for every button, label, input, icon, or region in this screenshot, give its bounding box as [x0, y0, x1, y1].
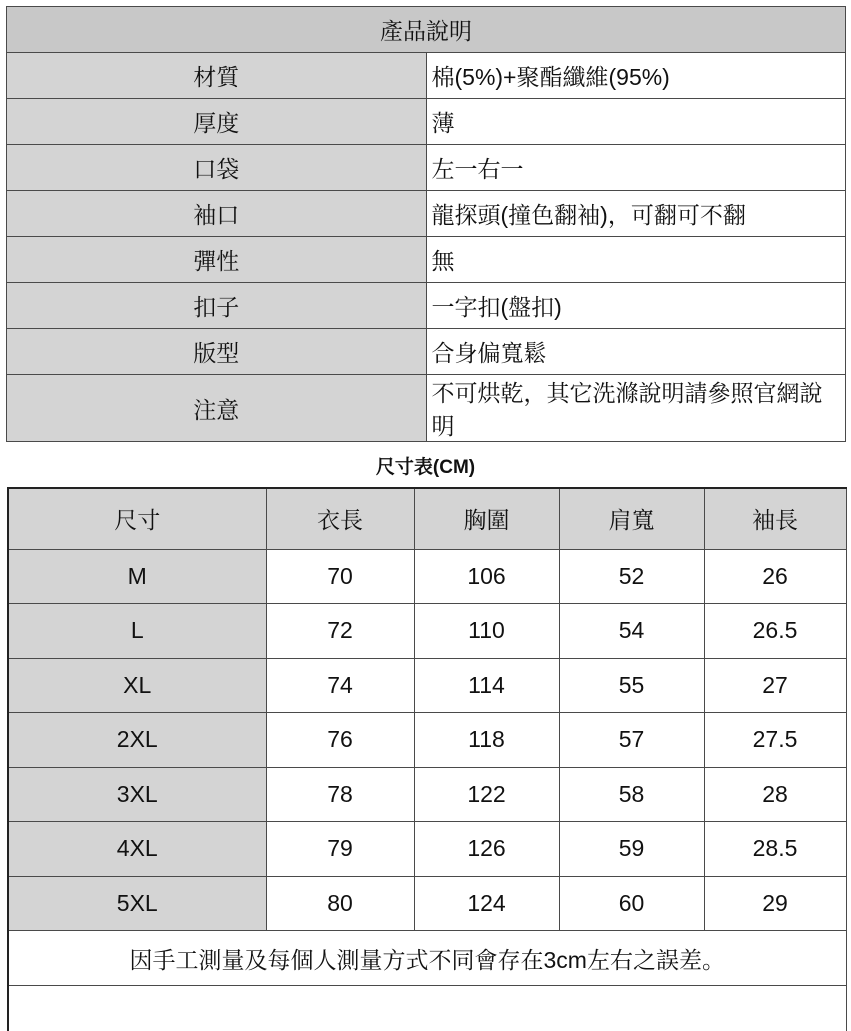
length-cell: 74 [266, 658, 414, 713]
shoulder-cell: 60 [559, 876, 704, 931]
product-row-cuff [7, 191, 846, 237]
table-row [8, 767, 846, 822]
size-cell: 4XL [8, 822, 266, 877]
sleeve-cell: 28 [704, 767, 846, 822]
measurement-note: 因手工測量及每個人測量方式不同會存在3cm左右之誤差。 [8, 931, 846, 986]
size-cell: L [8, 604, 266, 659]
length-cell: 72 [266, 604, 414, 659]
product-row-label: 彈性 [7, 237, 427, 283]
sleeve-cell: 27.5 [704, 713, 846, 768]
chest-cell: 124 [414, 876, 559, 931]
size-chart-header-row [8, 488, 846, 549]
column-header-shoulder: 肩寬 [559, 488, 704, 549]
product-row-pocket [7, 145, 846, 191]
product-row-value: 左一右一 [426, 145, 846, 191]
product-row-material [7, 53, 846, 99]
product-row-label: 厚度 [7, 99, 427, 145]
column-header-size: 尺寸 [8, 488, 266, 549]
measurement-note-row [8, 931, 846, 986]
length-cell: 80 [266, 876, 414, 931]
product-row-value: 合身偏寬鬆 [426, 329, 846, 375]
product-row-label: 口袋 [7, 145, 427, 191]
column-header-sleeve: 袖長 [704, 488, 846, 549]
table-row [8, 658, 846, 713]
shoulder-cell: 54 [559, 604, 704, 659]
product-row-value: 龍探頭(撞色翻袖)，可翻可不翻 [426, 191, 846, 237]
table-row [8, 876, 846, 931]
table-row [8, 604, 846, 659]
column-header-chest: 胸圍 [414, 488, 559, 549]
product-row-value: 不可烘乾，其它洗滌說明請參照官網說明 [426, 375, 846, 442]
product-row-label: 扣子 [7, 283, 427, 329]
sleeve-cell: 26.5 [704, 604, 846, 659]
product-row-thickness [7, 99, 846, 145]
sleeve-cell: 26 [704, 549, 846, 604]
product-row-elasticity [7, 237, 846, 283]
product-row-label: 袖口 [7, 191, 427, 237]
column-header-length: 衣長 [266, 488, 414, 549]
size-cell: 2XL [8, 713, 266, 768]
size-cell: XL [8, 658, 266, 713]
table-row [8, 822, 846, 877]
shoulder-cell: 52 [559, 549, 704, 604]
product-row-value: 一字扣(盤扣) [426, 283, 846, 329]
product-row-label: 版型 [7, 329, 427, 375]
shoulder-cell: 55 [559, 658, 704, 713]
empty-row [8, 986, 846, 1031]
product-row-label: 材質 [7, 53, 427, 99]
product-info-table [6, 6, 846, 442]
chest-cell: 114 [414, 658, 559, 713]
sleeve-cell: 28.5 [704, 822, 846, 877]
sleeve-cell: 29 [704, 876, 846, 931]
length-cell: 79 [266, 822, 414, 877]
length-cell: 76 [266, 713, 414, 768]
chest-cell: 122 [414, 767, 559, 822]
chest-cell: 126 [414, 822, 559, 877]
table-row [8, 713, 846, 768]
size-cell: 3XL [8, 767, 266, 822]
product-row-fit [7, 329, 846, 375]
sleeve-cell: 27 [704, 658, 846, 713]
shoulder-cell: 59 [559, 822, 704, 877]
size-cell: M [8, 549, 266, 604]
table-row [8, 549, 846, 604]
empty-cell [8, 986, 846, 1031]
product-row-label: 注意 [7, 375, 427, 442]
size-chart-title: 尺寸表(CM) [375, 457, 476, 478]
product-row-value: 薄 [426, 99, 846, 145]
chest-cell: 118 [414, 713, 559, 768]
product-row-button [7, 283, 846, 329]
size-chart-table [7, 487, 847, 1031]
product-row-notice [7, 375, 846, 442]
chest-cell: 110 [414, 604, 559, 659]
product-info-title: 產品說明 [7, 7, 846, 53]
shoulder-cell: 57 [559, 713, 704, 768]
product-info-header-row [7, 7, 846, 53]
size-cell: 5XL [8, 876, 266, 931]
length-cell: 70 [266, 549, 414, 604]
product-row-value: 無 [426, 237, 846, 283]
product-row-value: 棉(5%)+聚酯纖維(95%) [426, 53, 846, 99]
chest-cell: 106 [414, 549, 559, 604]
length-cell: 78 [266, 767, 414, 822]
shoulder-cell: 58 [559, 767, 704, 822]
